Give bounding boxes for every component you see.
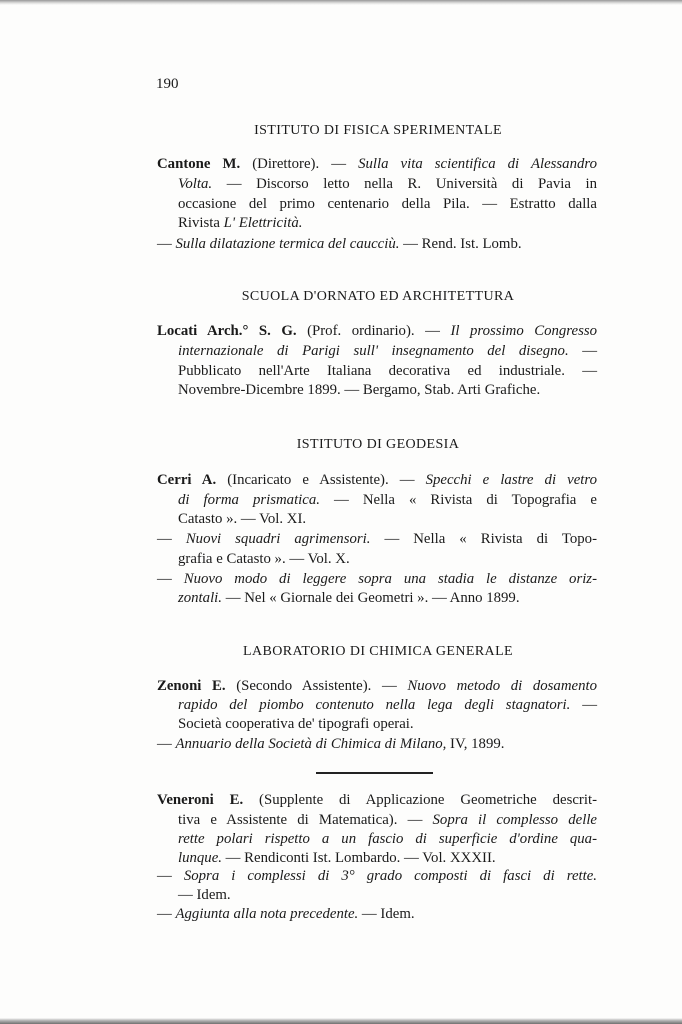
entry-text: — Nel « Giornale dei Geometri ». — Anno 1899. (222, 590, 520, 606)
work-title: Aggiunta alla nota precedente. (175, 906, 359, 922)
section-heading: ISTITUTO DI FISICA SPERIMENTALE (254, 123, 502, 138)
work-title: zontali. (178, 590, 222, 606)
entry-text: Novembre-Dicembre 1899. — Bergamo, Stab. Arti Grafiche. (178, 382, 541, 398)
entry-text: Pubblicato nell'Arte Italiana decorativa ed industriale. — (178, 363, 597, 379)
work-title: Specchi e lastre di vetro (425, 472, 597, 488)
bibliography-entry-line (157, 791, 597, 809)
author-name: Locati Arch.° S. G. (157, 323, 297, 339)
scan-bottom-edge (0, 1018, 682, 1024)
entry-text: — (157, 236, 176, 252)
entry-text: grafia e Catasto ». — Vol. X. (178, 551, 350, 567)
entry-text: — (570, 697, 597, 713)
work-title: Volta. (178, 176, 213, 192)
entry-text: (Secondo Assistente). — (225, 678, 408, 694)
section-heading: ISTITUTO DI GEODESIA (296, 437, 460, 452)
work-title: Sulla vita scientifica di Alessandro (358, 156, 597, 172)
entry-text: — (157, 531, 186, 547)
author-name: Veneroni E. (157, 792, 244, 808)
bibliography-entry-line (157, 570, 597, 588)
entry-text: IV, 1899. (446, 736, 505, 752)
work-title: di forma prismatica. (178, 492, 320, 508)
work-title: rette polari rispetto a un fascio di superficie d'ordine qua- (178, 831, 597, 847)
bibliography-continuation-line (178, 550, 597, 568)
bibliography-entry-line (157, 905, 597, 923)
bibliography-continuation-line (178, 510, 597, 528)
entry-text: — Rend. Ist. Lomb. (399, 236, 522, 252)
bibliography-entry-line (157, 322, 597, 340)
section-heading: LABORATORIO DI CHIMICA GENERALE (243, 644, 513, 659)
bibliography-continuation-line (178, 381, 597, 399)
bibliography-entry-line (157, 155, 597, 173)
entry-text: (Incaricato e Assistente). — (216, 472, 426, 488)
entry-text: — (157, 571, 184, 587)
bibliography-continuation-line (178, 195, 597, 213)
bibliography-continuation-line (178, 589, 597, 607)
bibliography-entry-line (157, 867, 597, 885)
entry-text: — Idem. (358, 906, 415, 922)
bibliography-entry-line (157, 530, 597, 548)
entry-text: Società cooperativa de' tipografi operai. (178, 716, 414, 732)
scan-top-edge (0, 0, 682, 5)
work-title: Nuovo metodo di dosamento (407, 678, 597, 694)
entry-text: (Supplente di Applicazione Geometriche descrit- (243, 792, 597, 808)
entry-text: tiva e Assistente di Matematica). — (178, 812, 433, 828)
author-name: Zenoni E. (157, 678, 226, 694)
work-title: Nuovi squadri agrimensori. (185, 531, 371, 547)
work-title: Il prossimo Congresso (450, 323, 597, 339)
entry-text: Catasto ». — Vol. XI. (178, 511, 307, 527)
entry-text: — (568, 343, 597, 359)
work-title: Sopra i complessi di 3° grado composti di fasci di rette. (183, 868, 598, 884)
bibliography-continuation-line (178, 886, 597, 904)
entry-text: — Idem. (178, 887, 231, 903)
bibliography-continuation-line (178, 362, 597, 380)
entry-text: — Rendiconti Ist. Lombardo. — Vol. XXXII. (221, 850, 496, 866)
section-heading: SCUOLA D'ORNATO ED ARCHITETTURA (241, 289, 515, 304)
entry-text: — (157, 736, 176, 752)
page-number: 190 (156, 76, 179, 92)
bibliography-continuation-line (178, 491, 597, 509)
entry-text: — (157, 868, 184, 884)
work-title: Sulla dilatazione termica del caucciù. (175, 236, 400, 252)
bibliography-continuation-line (178, 715, 597, 733)
bibliography-entry-line (157, 677, 597, 695)
entry-text: Rivista (178, 215, 224, 231)
entry-text: — Nella « Rivista di Topografia e (319, 492, 597, 508)
work-title: L' Elettricità. (223, 215, 303, 231)
author-name: Cantone M. (157, 156, 241, 172)
bibliography-entry-line (157, 735, 597, 753)
work-title: internazionale di Parigi sull' insegnamento del disegno. (178, 343, 569, 359)
bibliography-entry-line (157, 235, 597, 253)
section-divider-rule (316, 772, 433, 774)
work-title: lunque. (178, 850, 222, 866)
entry-text: — Discorso letto nella R. Università di Pavia in (212, 176, 597, 192)
entry-text: — Nella « Rivista di Topo- (370, 531, 598, 547)
bibliography-entry-line (157, 471, 597, 489)
bibliography-continuation-line (178, 214, 597, 232)
work-title: rapido del piombo contenuto nella lega degli stagnatori. (178, 697, 571, 713)
bibliography-continuation-line (178, 811, 597, 829)
entry-text: — (157, 906, 176, 922)
entry-text: (Prof. ordinario). — (296, 323, 451, 339)
bibliography-continuation-line (178, 342, 597, 360)
author-name: Cerri A. (157, 472, 217, 488)
entry-text: occasione del primo centenario della Pila. — Estratto dalla (178, 196, 597, 212)
bibliography-continuation-line (178, 830, 597, 848)
work-title: Annuario della Società di Chimica di Milano, (175, 736, 447, 752)
work-title: Sopra il complesso delle (432, 812, 597, 828)
bibliography-continuation-line (178, 696, 597, 714)
bibliography-continuation-line (178, 849, 597, 867)
entry-text: (Direttore). — (240, 156, 359, 172)
work-title: Nuovo modo di leggere sopra una stadia le distanze oriz- (183, 571, 597, 587)
bibliography-continuation-line (178, 175, 597, 193)
